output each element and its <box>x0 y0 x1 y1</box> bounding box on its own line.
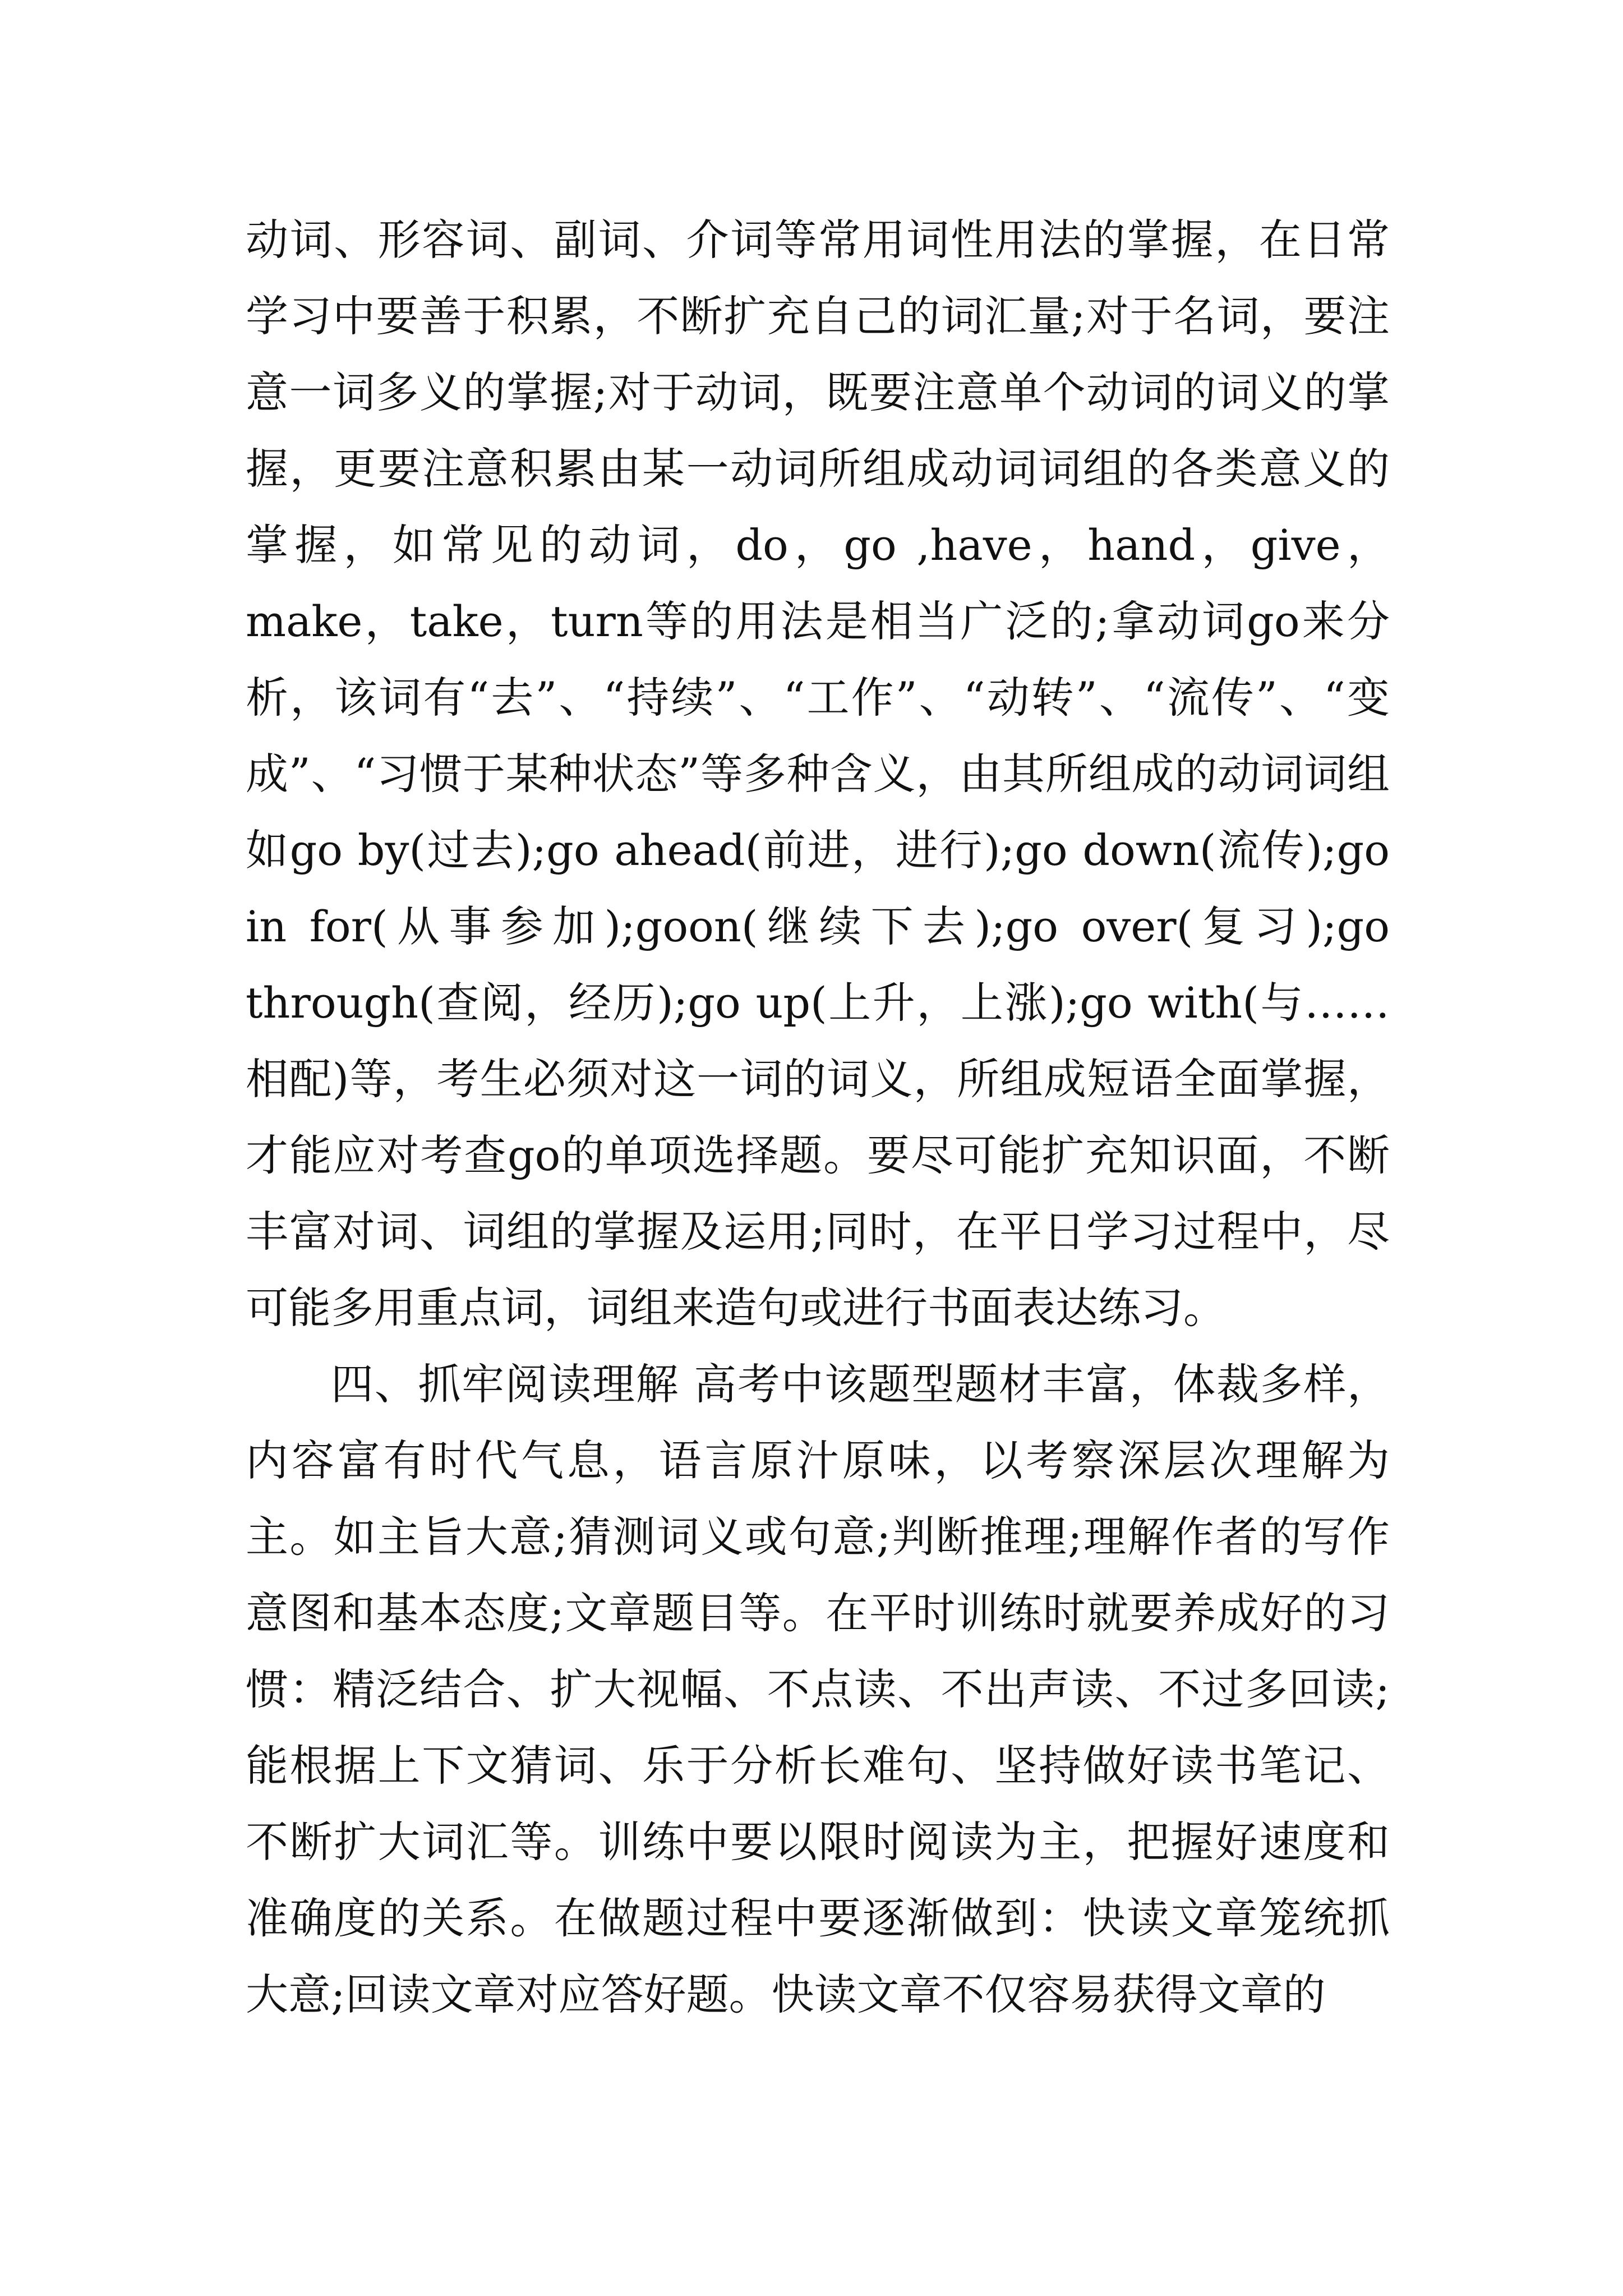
paragraph-vocabulary: 动词、形容词、副词、介词等常用词性用法的掌握，在日常学习中要善于积累，不断扩充自己的词汇量;对于名词，要注意一词多义的掌握;对于动词，既要注意单个动词的词义的掌握，更要注意积累由某一动词所组成动词词组的各类意义的掌握，如常见的动词，do，go ,have，hand，give，make，take，turn等的用法是相当广泛的;拿动词go来分析，该词有“去”、“持续”、“工作”、“动转”、“流传”、“变成”、“习惯于某种状态”等多种含义，由其所组成的动词词组如go by(过去);go ahead(前进，进行);go down(流传);go in for(从事参加);goon(继续下去);go over(复习);go through(查阅，经历);go up(上升，上涨);go with(与……相配)等，考生必须对这一词的词义，所组成短语全面掌握，才能应对考查go的单项选择题。要尽可能扩充知识面，不断丰富对词、词组的掌握及运用;同时，在平日学习过程中，尽可能多用重点词，词组来造句或进行书面表达练习。 <box>246 215 1390 1333</box>
body-text <box>246 202 1390 2033</box>
paragraph-reading-comprehension: 四、抓牢阅读理解 高考中该题型题材丰富，体裁多样，内容富有时代气息，语言原汁原味，以考察深层次理解为主。如主旨大意;猜测词义或句意;判断推理;理解作者的写作意图和基本态度;文章题目等。在平时训练时就要养成好的习惯：精泛结合、扩大视幅、不点读、不出声读、不过多回读;能根据上下文猜词、乐于分析长难句、坚持做好读书笔记、不断扩大词汇等。训练中要以限时阅读为主，把握好速度和准确度的关系。在做题过程中要逐渐做到：快读文章笼统抓大意;回读文章对应答好题。快读文章不仅容易获得文章的 <box>246 1359 1390 2019</box>
